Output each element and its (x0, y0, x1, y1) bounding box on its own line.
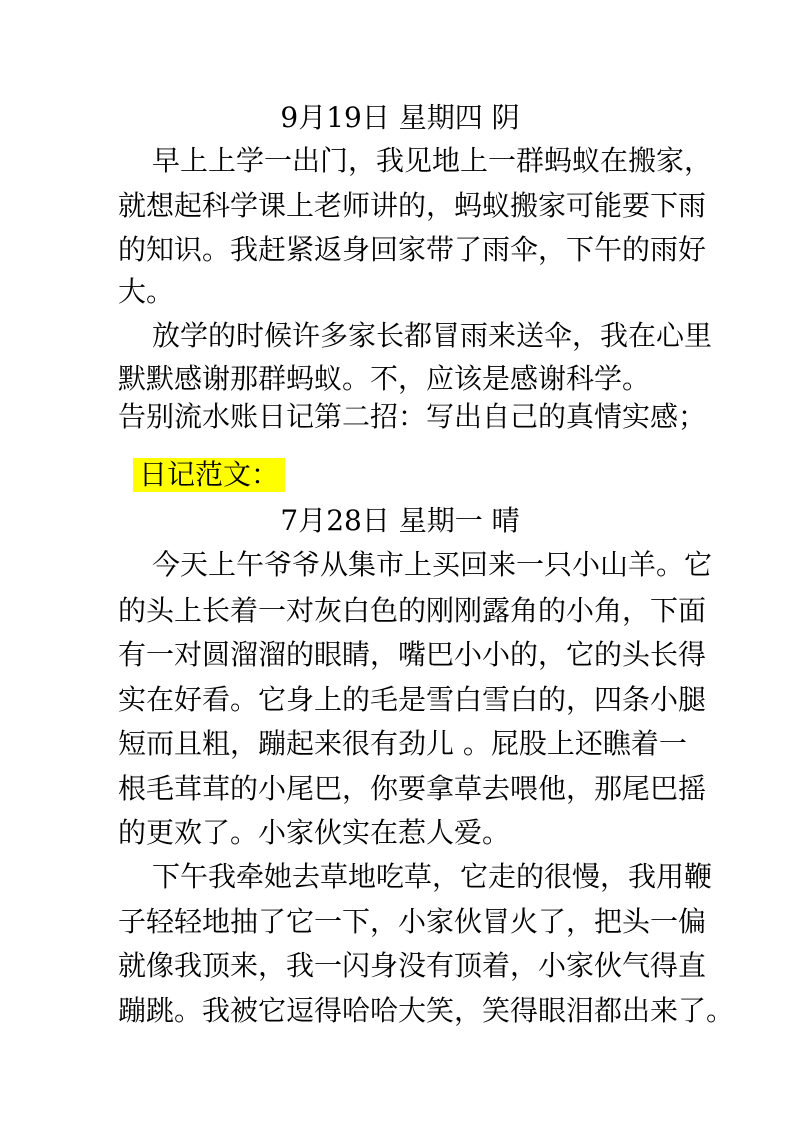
entry2-line-8: 下午我牵她去草地吃草，它走的很慢，我用鞭 (152, 860, 713, 893)
entry2-line-6: 根毛茸茸的小尾巴，你要拿草去喂他，那尾巴摇 (118, 772, 707, 805)
entry2-line-4: 实在好看。它身上的毛是雪白雪白的，四条小腿 (118, 683, 707, 716)
entry2-line-3: 有一对圆溜溜的眼睛，嘴巴小小的，它的头长得 (118, 638, 707, 671)
entry2-line-9: 子轻轻地抽了它一下，小家伙冒火了，把头一偏 (118, 905, 707, 938)
entry1-line-1: 早上上学一出门，我见地上一群蚂蚁在搬家， (152, 144, 713, 177)
entry2-line-5: 短而且粗，蹦起来很有劲儿 。屁股上还瞧着一 (118, 727, 687, 760)
entry1-line-2: 就想起科学课上老师讲的，蚂蚁搬家可能要下雨 (118, 189, 707, 222)
entry2-date: 7月28日 星期一 晴 (280, 504, 520, 537)
entry1-line-4: 大。 (118, 275, 175, 308)
entry1-line-5: 放学的时候许多家长都冒雨来送伞，我在心里 (152, 319, 713, 352)
sample-label: 日记范文： (133, 458, 285, 492)
entry2-line-11: 蹦跳。我被它逗得哈哈大笑，笑得眼泪都出来了。 (118, 994, 735, 1027)
entry2-line-7: 的更欢了。小家伙实在惹人爱。 (118, 816, 511, 849)
entry2-line-10: 就像我顶来，我一闪身没有顶着，小家伙气得直 (118, 949, 707, 982)
tip-line: 告别流水账日记第二招：写出自己的真情实感； (118, 400, 707, 433)
entry1-line-3: 的知识。我赶紧返身回家带了雨伞，下午的雨好 (118, 233, 707, 266)
entry2-line-2: 的头上长着一对灰白色的刚刚露角的小角，下面 (118, 594, 707, 627)
entry1-date: 9月19日 星期四 阴 (280, 101, 520, 134)
entry2-line-1: 今天上午爷爷从集市上买回来一只小山羊。它 (152, 548, 713, 581)
entry1-line-6: 默默感谢那群蚂蚁。不，应该是感谢科学。 (118, 362, 651, 395)
